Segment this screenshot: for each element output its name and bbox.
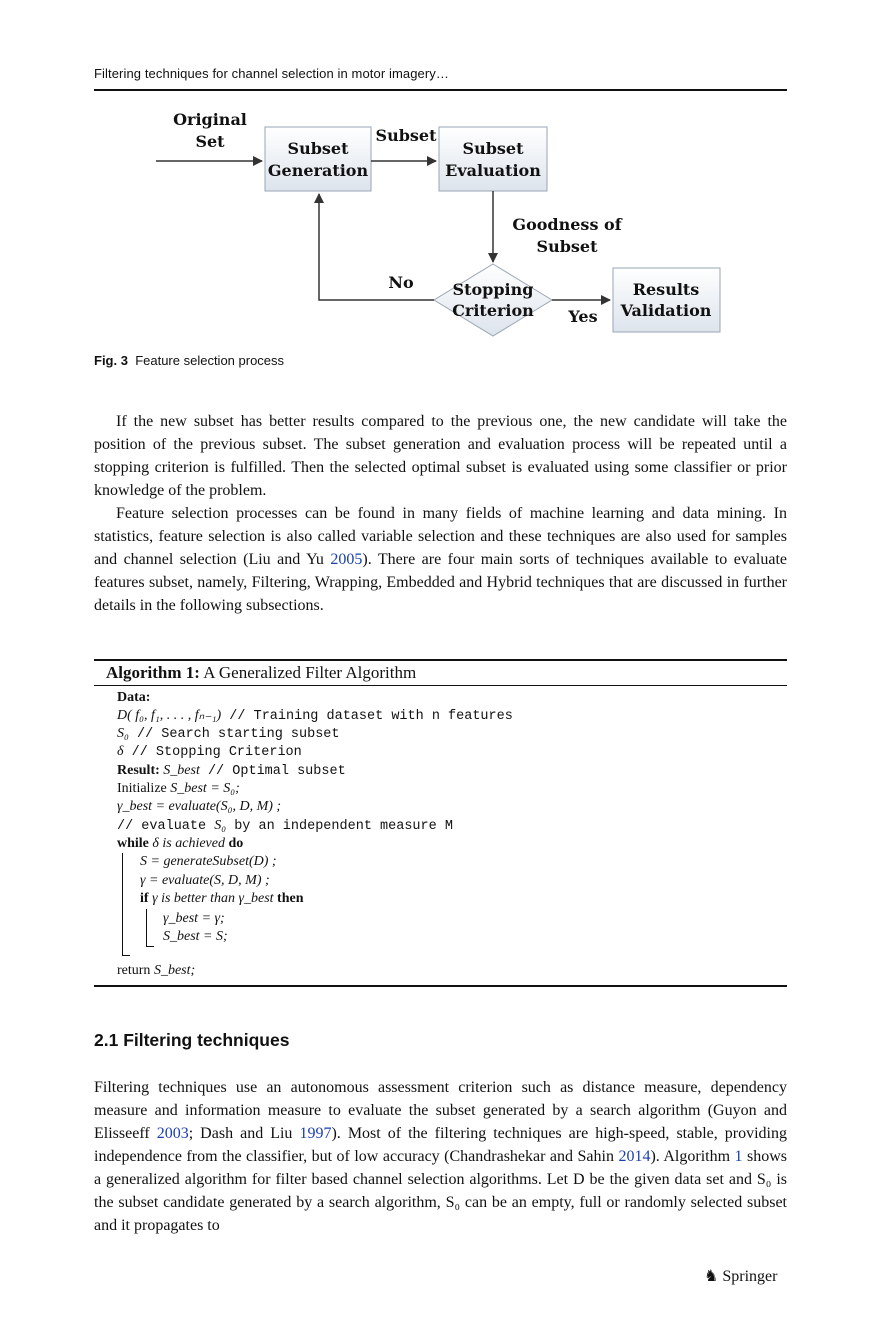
alg-evaluate-line: [140, 872, 270, 890]
alg-delta-comment: // Stopping Criterion: [123, 745, 302, 760]
alg-init-math: S_best = S₀;: [170, 781, 240, 796]
alg-while-scope-end: [122, 955, 130, 956]
alg-init-line: [117, 780, 240, 798]
alg-init-text: Initialize: [117, 781, 171, 796]
original-set-label-2: Set: [195, 132, 225, 151]
alg-s0-comment: // Search starting subset: [128, 727, 340, 742]
alg-if-keyword: if: [140, 891, 149, 906]
alg-if-scope-end: [146, 946, 154, 947]
alg-return-math: S_best;: [153, 963, 196, 978]
algorithm-rule-top: [94, 659, 787, 661]
figure-caption-text: Feature selection process: [135, 353, 285, 368]
alg-dataset-math: D( f₀, f₁, . . . , fₙ₋₁): [117, 708, 222, 723]
results-validation-box: [613, 268, 720, 332]
stopping-label-2: Criterion: [452, 301, 534, 320]
springer-wordmark: Springer: [722, 1268, 778, 1285]
alg-result-math: S_best: [163, 763, 200, 778]
algorithm-rule-bottom: [94, 985, 787, 987]
alg-delta-line: [117, 743, 302, 762]
paragraph-3-text-e: shows a generalized algorithm for filter based channel selection algorithms. Let D be the given data set and S₀ is the subset candidate generated by a search algorithm, S₀ can be an empty, full or randomly selected subset and it propagates to: [94, 1148, 788, 1234]
subset-evaluation-box: [439, 127, 547, 191]
alg-while-scope-bar: [122, 853, 123, 955]
citation-link-2003[interactable]: 2003: [156, 1125, 189, 1142]
goodness-label-1: Goodness of: [512, 215, 622, 234]
alg-then-keyword: then: [277, 891, 304, 906]
paragraph-3-text-c: ). Most of the filtering techniques are high-speed, stable, providing independence from the classifier, but of low accuracy (Chandrashekar and Sahin: [94, 1125, 788, 1165]
alg-comment-a: // evaluate: [117, 819, 215, 834]
paragraph-2-text-a: Feature selection processes can be found in many fields of machine learning and data mining. In statistics, feature selection is also called variable selection and these techniques are also used for samples and channel selection (Liu and Yu: [94, 505, 787, 568]
section-title: 2.1 Filtering techniques: [94, 1030, 290, 1050]
no-label: No: [388, 273, 414, 292]
alg-comment-b: by an independent measure M: [226, 819, 453, 834]
paragraph-3: [94, 1076, 787, 1237]
alg-dataset-comment: // Training dataset with n features: [221, 709, 513, 724]
alg-delta-math: δ: [117, 744, 124, 759]
alg-if-scope-bar: [146, 909, 147, 946]
paragraph-3-text-a: Filtering techniques use an autonomous assessment criterion such as distance measure, dependency measure and information measure to evaluate the subset generated by a search algorithm (Guyon and Elisseeff: [94, 1079, 787, 1142]
alg-return-line: [117, 962, 195, 980]
body-paragraphs-top: [94, 410, 787, 617]
stopping-label-1: Stopping: [452, 280, 534, 299]
subset-evaluation-label-2: Evaluation: [445, 161, 541, 180]
subset-generation-label-1: Subset: [287, 139, 349, 158]
alg-gamma-init-line: [117, 798, 281, 816]
alg-while-keyword: while: [117, 836, 149, 851]
alg-data-line: Data:: [117, 690, 151, 705]
alg-do-keyword: do: [228, 836, 244, 851]
alg-s0-math: S₀: [117, 726, 129, 741]
alg-gamma-init-math: γ_best = evaluate(S₀, D, M) ;: [117, 799, 282, 814]
alg-assign-s-math: S_best = S;: [163, 929, 228, 944]
paragraph-3-text-b: ; Dash and Liu: [188, 1125, 300, 1142]
alg-while-line: [117, 835, 243, 853]
citation-link-2005[interactable]: 2005: [330, 551, 363, 568]
subset-generation-label-2: Generation: [267, 161, 369, 180]
results-label-1: Results: [632, 280, 700, 299]
algorithm-title-bold: Algorithm 1:: [106, 663, 200, 682]
alg-assign-gamma-line: [163, 910, 225, 928]
figure-caption-label: Fig. 3: [94, 353, 128, 368]
alg-generate-line: [140, 853, 277, 871]
body-paragraph-bottom: [94, 1076, 787, 1237]
citation-link-2014[interactable]: 2014: [618, 1148, 651, 1165]
alg-evaluate-math: γ = evaluate(S, D, M) ;: [140, 873, 270, 888]
feature-selection-diagram: [94, 100, 787, 345]
stopping-criterion-diamond: [434, 264, 552, 336]
algorithm-title-rest: A Generalized Filter Algorithm: [199, 663, 417, 682]
alg-comment-math: S₀: [214, 818, 227, 833]
algorithm-reference-link[interactable]: 1: [734, 1148, 743, 1165]
alg-result-label: Result: [117, 763, 156, 778]
alg-dataset-line: [117, 707, 513, 726]
yes-label: Yes: [568, 307, 598, 326]
alg-while-condition: δ is achieved: [148, 836, 229, 851]
citation-link-1997[interactable]: 1997: [299, 1125, 332, 1142]
alg-assign-s-line: [163, 928, 228, 946]
paragraph-3-text-d: ). Algorithm: [650, 1148, 735, 1165]
alg-result-comment: // Optimal subset: [199, 764, 346, 779]
arrow-subset-label: Subset: [375, 126, 437, 145]
algorithm-rule-mid: [94, 685, 787, 686]
alg-data-label: Data: [117, 690, 146, 705]
arrow-no-loop: [319, 194, 434, 300]
springer-logo: [704, 1266, 777, 1286]
paragraph-1: If the new subset has better results compared to the previous one, the new candidate will take the position of the previous subset. The subset generation and evaluation process will be repeated until a stopping criterion is fulfilled. Then the selected optimal subset is evaluated using some classifier or prior knowledge of the problem.: [94, 413, 787, 499]
subset-generation-box: [265, 127, 371, 191]
results-label-2: Validation: [620, 301, 712, 320]
paragraph-2-text-b: ). There are four main sorts of techniques available to evaluate features subset, namely, Filtering, Wrapping, Embedded and Hybrid techniques that are discussed in further details in the following subsections.: [94, 551, 788, 614]
original-set-label-1: Original: [173, 110, 247, 129]
algorithm-title: [106, 663, 416, 683]
alg-result-line: Result: S_best // Optimal subset: [117, 763, 346, 779]
alg-comment-line: [117, 817, 453, 836]
subset-evaluation-label-1: Subset: [462, 139, 524, 158]
header-rule: [94, 89, 787, 91]
alg-if-line: [140, 890, 303, 908]
alg-assign-gamma-math: γ_best = γ;: [163, 911, 225, 926]
goodness-label-2: Subset: [536, 237, 598, 256]
alg-generate-math: S = generateSubset(D) ;: [140, 854, 277, 869]
figure-caption: [94, 353, 284, 368]
alg-s0-line: [117, 725, 340, 744]
paragraph-2: [94, 502, 787, 617]
springer-horse-icon: ♞: [704, 1268, 719, 1285]
running-head: Filtering techniques for channel selection in motor imagery…: [94, 66, 449, 81]
alg-return-text: return: [117, 963, 154, 978]
alg-if-condition: γ is better than γ_best: [148, 891, 278, 906]
